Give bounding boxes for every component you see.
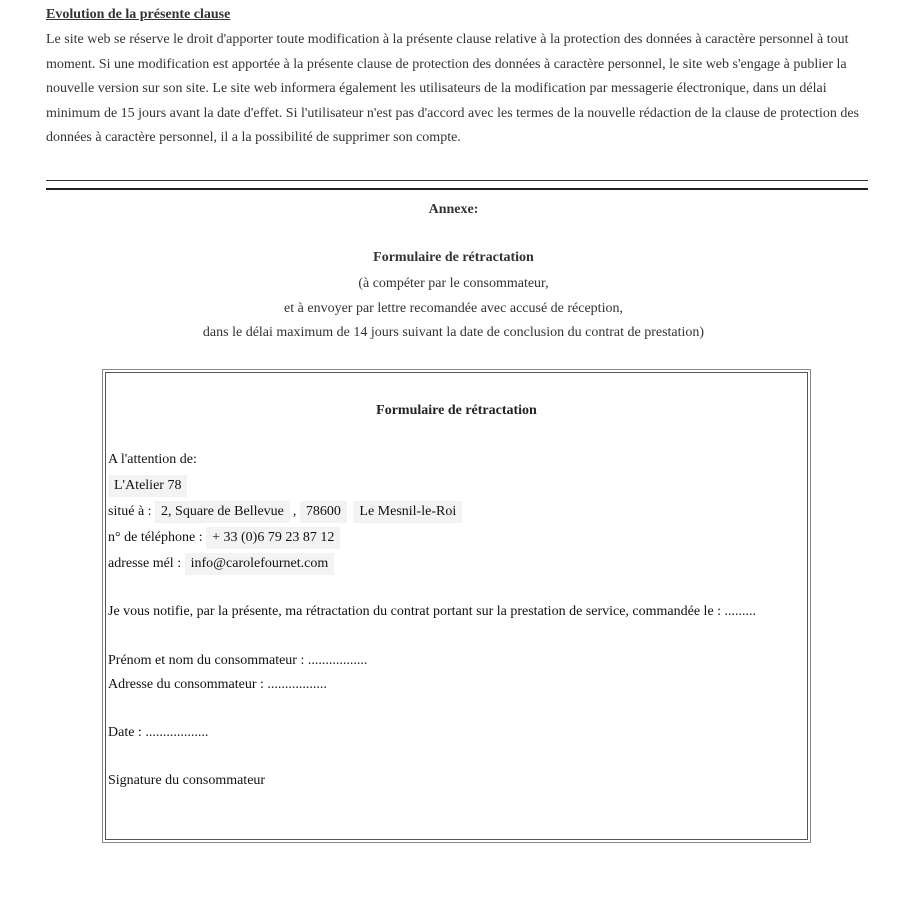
phone-row <box>108 527 343 549</box>
signature-line: Signature du consommateur <box>108 773 266 788</box>
consumer-address-line: Adresse du consommateur : ................. <box>108 677 327 692</box>
address-comma: , <box>292 504 297 519</box>
email-label: adresse mél : <box>108 556 182 571</box>
email-field: info@carolefournet.com <box>185 553 335 575</box>
annexe-instructions <box>0 272 907 346</box>
email-row <box>108 553 337 575</box>
divider-bottom <box>46 188 868 190</box>
phone-field: + 33 (0)6 79 23 87 12 <box>206 527 340 549</box>
company-field: L'Atelier 78 <box>108 475 187 497</box>
evolution-title: Evolution de la présente clause <box>46 7 231 22</box>
city-field: Le Mesnil-le-Roi <box>353 501 462 523</box>
annexe-form-title: Formulaire de rétractation <box>373 250 534 265</box>
company-row <box>108 475 190 497</box>
address-row <box>108 501 465 523</box>
notify-text: Je vous notifie, par la présente, ma rétractation du contrat portant sur la prestation de service, commandée le : ......... <box>108 604 757 619</box>
retraction-form-inner <box>105 372 808 840</box>
situe-label: situé à : <box>108 504 152 519</box>
annexe-label: Annexe: <box>428 202 479 217</box>
evolution-section <box>46 6 868 151</box>
instruction-line: dans le délai maximum de 14 jours suivant la date de conclusion du contrat de prestation) <box>202 325 705 340</box>
postal-code-field: 78600 <box>300 501 347 523</box>
evolution-text: Le site web se réserve le droit d'apporter toute modification à la présente clause relative à la protection des données à caractère personnel à tout moment. Si une modification est apportée à la présente clause de protection des données à caractère personnel, le site web s'engage à publier la nouvelle version sur son site. Le site web informera également les utilisateurs de la modification par messagerie électronique, dans un délai minimum de 15 jours avant la date d'effet. Si l'utilisateur n'est pas d'accord avec les termes de la nouvelle rédaction de la clause de protection des données à caractère personnel, il a la possibilité de supprimer son compte. <box>46 32 859 145</box>
date-line: Date : .................. <box>108 725 209 740</box>
phone-label: n° de téléphone : <box>108 530 203 545</box>
divider-top <box>46 180 868 181</box>
instruction-line: (à compéter par le consommateur, <box>358 276 549 291</box>
form-box-title: Formulaire de rétractation <box>376 403 537 418</box>
street-field: 2, Square de Bellevue <box>155 501 290 523</box>
consumer-name-line: Prénom et nom du consommateur : ................. <box>108 653 368 668</box>
attention-label: A l'attention de: <box>108 452 197 467</box>
instruction-line: et à envoyer par lettre recomandée avec accusé de réception, <box>284 300 623 316</box>
retraction-form-box <box>102 369 811 843</box>
